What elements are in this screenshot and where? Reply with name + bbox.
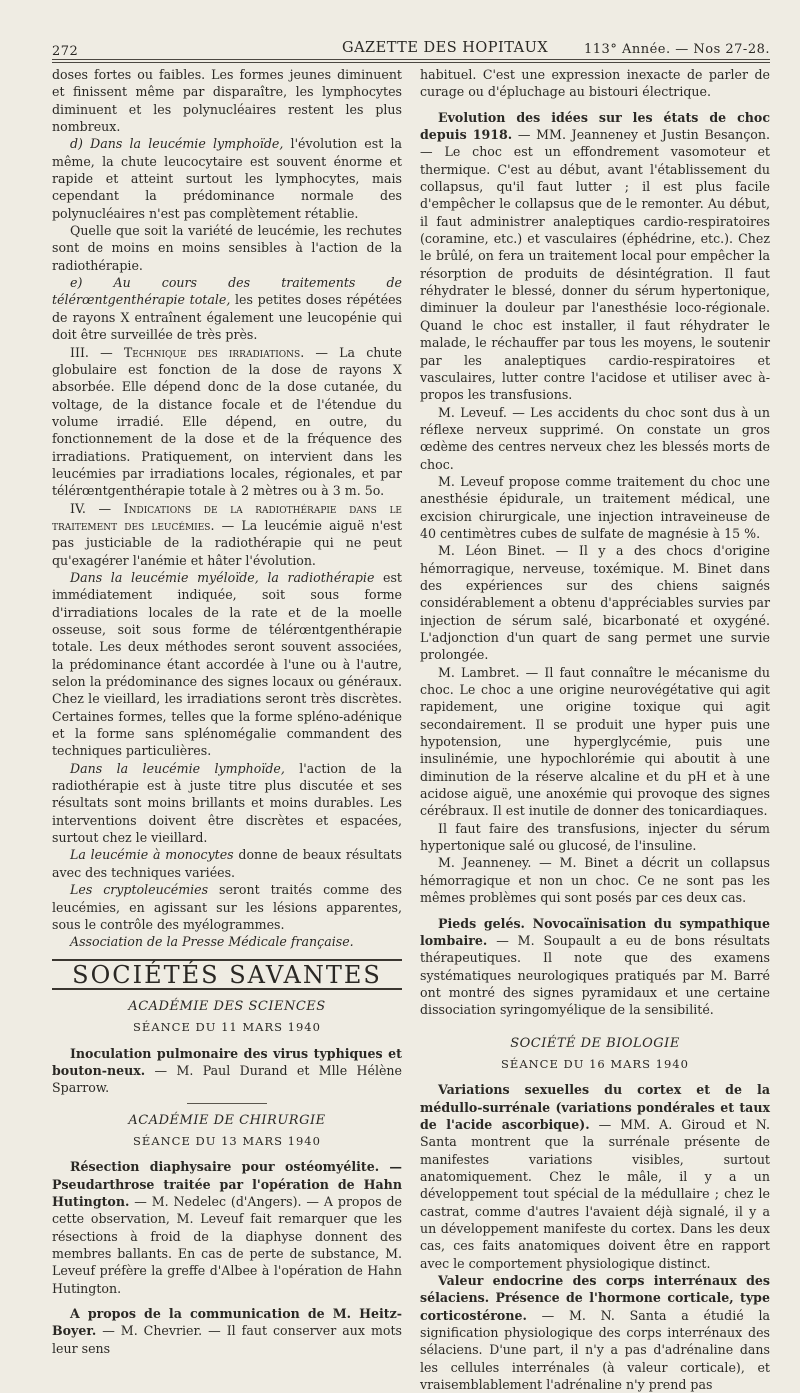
paragraph-lead: Valeur endocrine des corps interrénaux des sélaciens. Présence de l'hormone corticale, type corticostérone.	[420, 1273, 770, 1323]
spacer	[420, 101, 770, 109]
paragraph: Il faut faire des transfusions, injecter du sérum hypertonique salé ou glucosé, de l'insuline.	[420, 820, 770, 854]
paragraph-lead: III. — Technique des irradiations.	[70, 344, 305, 360]
session-date: SÉANCE DU 11 MARS 1940	[133, 1020, 321, 1035]
paragraph: habituel. C'est une expression inexacte de parler de curage ou d'épluchage au bistouri électrique.	[420, 67, 770, 100]
paragraph: M. Leveuf. — Les accidents du choc sont dus à un réflexe nerveux supprimé. On constate un gros œdème des centres nerveux chez les blessés morts de choc.	[420, 404, 770, 472]
paragraph-text: — M. Nedelec (d'Angers). — A propos de cette observation, M. Leveuf fait remarquer que les résections à froid de la diaphyse donnent des membres ballants. En cas de perte de substance, M. Leveuf préfère la greffe d'Albee à l'opération de Hahn Hutington.	[52, 1193, 402, 1296]
paragraph: M. Jeanneney. — M. Binet a décrit un collapsus hémorragique et non un choc. Ce ne sont pas les mêmes problèmes qui sont posés par ces deux cas.	[420, 855, 770, 906]
paragraph: M. Leveuf propose comme traitement du choc une anesthésie épidurale, un traitement médical, une excision chirurgicale, une injection intraveineuse de 40 centimètres cubes de sulfate de magnésie à 15 %.	[420, 473, 770, 541]
paragraph-text: l'évolution est la même, la chute leucocytaire est souvent énorme et rapide et atteint surtout les lymphocytes, mais cependant la prédominance normale des polynucléaires n'est pas complètement rétablie.	[52, 136, 402, 221]
session-date: SÉANCE DU 16 MARS 1940	[501, 1056, 689, 1071]
paragraph-lead: Evolution des idées sur les états de choc depuis 1918.	[420, 109, 770, 143]
paragraph: M. Lambret. — Il faut connaître le mécanisme du choc. Le choc a une origine neurovégétative qui agit rapidement, une origine toxique qui agit secondairement. Il se produit une hyper puis une hypotension, une hyperglycémie, puis une insulinémie, une hypochlorémie qui aboutit à une diminution de la réserve alcaline et du pH et à une acidose aiguë, une anoxémie qui provoque des signes cérébraux. Il est inutile de donner des tonicardiaques.	[420, 664, 770, 819]
paragraph-lead: La leucémie à monocytes	[70, 847, 234, 863]
paragraph	[52, 846, 402, 881]
header-rule	[52, 59, 770, 60]
paragraph	[52, 760, 402, 847]
paragraph-lead: Les cryptoleucémies	[70, 882, 209, 898]
paragraph-lead: Dans la leucémie lymphoïde,	[70, 760, 285, 776]
paragraph	[420, 109, 770, 404]
paragraph-text: — MM. Jeanneney et Justin Besançon. — Le choc est un effondrement vasomoteur et thermique. C'est au début, avant l'établissement du collapsus, qu'il faut lutter ; il est plus facile d'empêcher le collapsus que de le remonter. Au début, il faut administrer analeptiques cardio-respiratoires (coramine, etc.) et vasculaires (éphédrine, etc.). Chez le brûlé, on fera un traitement local pour empêcher la résorption de produits de désintégration. Il faut réhydrater le blessé, donner du sérum hypertonique, diminuer la douleur par l'anesthésie loco-régionale. Quand le choc est installer, il faut réhydrater le malade, le réchauffer par tous les moyens, le soutenir par les analeptiques cardio-respiratoires et vasculaires, lutter contre l'acidose et utiliser avec à-propos les transfusions.	[420, 127, 770, 403]
paragraph	[420, 915, 770, 1019]
left-column	[52, 66, 402, 1357]
paragraph	[420, 1272, 770, 1393]
journal-title: GAZETTE DES HOPITAUX	[342, 40, 549, 56]
paragraph: M. Léon Binet. — Il y a des chocs d'origine hémorragique, nerveuse, toxémique. M. Binet dans des expériences sur des chiens saignés considérablement a obtenu d'appréciables survies par injection de sérum salé, bicarbonaté et oxygéné. L'adjonction d'un quart de sang permet une survie prolongée.	[420, 543, 770, 663]
paragraph-text: seront traités comme des leucémies, en agissant sur les lésions apparentes, sous le contrôle des myélogrammes.	[52, 882, 402, 932]
paragraph	[52, 274, 402, 343]
paragraph-text: les petites doses répétées de rayons X entraînent également une leucopénie qui doit être surveillée de très près.	[52, 292, 402, 343]
paragraph-text: — M. Soupault a eu de bons résultats thérapeutiques. Il note que des examens systématiques neurologiques pratiqués par M. Barré ont montré des signes pyramidaux et une certaine dissociation syringomyélique de la sensibilité.	[420, 932, 770, 1018]
spacer	[420, 907, 770, 915]
paragraph	[52, 881, 402, 933]
paragraph-lead: Variations sexuelles du cortex et de la médullo-surrénale (variations pondérales et taux de l'acide ascorbique).	[420, 1082, 770, 1132]
paragraph	[420, 1081, 770, 1272]
spacer	[420, 1019, 770, 1027]
society-heading: SOCIÉTÉ DE BIOLOGIE	[510, 1035, 680, 1051]
header-rule-2	[52, 62, 770, 63]
page-number: 272	[52, 44, 79, 59]
section-title: SOCIÉTÉS SAVANTES	[52, 959, 402, 990]
paragraph	[52, 1045, 402, 1097]
right-column	[420, 66, 770, 1393]
paragraph-text: — M. Paul Durand et Mlle Hélène Sparrow.	[52, 1062, 402, 1096]
paragraph	[52, 569, 402, 760]
paragraph-text: — La leucémie aiguë n'est pas justiciable de la radiothérapie qui ne peut qu'exagérer l'anémie et hâter l'évolution.	[52, 517, 403, 568]
paragraph	[52, 500, 402, 569]
paragraph	[52, 135, 402, 222]
paragraph: doses fortes ou faibles. Les formes jeunes diminuent et finissent même par disparaître, les lymphocytes diminuent et les polynucléaires restent les plus nombreux.	[52, 67, 402, 135]
paragraph-text: donne de beaux résultats avec des techniques variées.	[52, 847, 402, 880]
paragraph-lead: Résection diaphysaire pour ostéomyélite. — Pseudarthrose traitée par l'opération de Hahn Hutington.	[52, 1159, 402, 1209]
paragraph	[52, 344, 402, 500]
paragraph-text: — M. Chevrier. — Il faut conserver aux mots leur sens	[52, 1323, 402, 1356]
society-heading: ACADÉMIE DES SCIENCES	[128, 998, 326, 1014]
paragraph-text: l'action de la radiothérapie est à juste titre plus discutée et ses résultats sont moins brillants et moins durables. Les interventions doivent être discrètes et espacées, surtout chez le vieillard.	[52, 760, 402, 846]
paragraph-lead: Pieds gelés. Novocaïnisation du sympathique lombaire.	[420, 915, 770, 948]
paragraph-lead: Dans la leucémie myéloïde, la radiothérapie	[70, 569, 375, 585]
session-date: SÉANCE DU 13 MARS 1940	[133, 1133, 321, 1148]
society-heading: ACADÉMIE DE CHIRURGIE	[128, 1112, 326, 1128]
separator	[187, 1103, 267, 1104]
paragraph-lead: e) Au cours des traitements de télérœntgenthérapie totale,	[52, 275, 402, 308]
paragraph: Quelle que soit la variété de leucémie, les rechutes sont de moins en moins sensibles à l'action de la radiothérapie.	[52, 223, 402, 273]
paragraph-lead: IV. — Indications de la radiothérapie dans le traitement des leucémies.	[52, 500, 402, 533]
paragraph-lead: Inoculation pulmonaire des virus typhiques et bouton-neux.	[52, 1045, 402, 1078]
paragraph	[52, 1305, 402, 1357]
paragraph-text: — MM. A. Giroud et N. Santa montrent que la surrénale présente de manifestes variations visibles, surtout anatomiquement. Chez le mâle, il y a un développement tout spécial de la médullaire ; chez le castrat, comme d'autres l'avaient déjà signalé, il y a un développement manifeste du cortex. Dans les deux cas, ces faits anatomiques doivent être en rapport avec le comportement physiologique distinct.	[420, 1116, 770, 1271]
association-credit: Association de la Presse Médicale française.	[70, 934, 354, 950]
paragraph-lead: d) Dans la leucémie lymphoïde,	[70, 136, 284, 152]
paragraph	[52, 1158, 402, 1297]
issue-info: 113° Année. — Nos 27-28.	[584, 42, 770, 57]
paragraph-text: — La chute globulaire est fonction de la dose de rayons X absorbée. Elle dépend donc de la dose cutanée, du voltage, de la distance focale et de l'étendue du volume irradié. Elle dépend, en outre, du fonctionnement de la dose et de la fréquence des irradiations. Pratiquement, on intervient dans les leucémies par irradiations locales, régionales, et par télérœntgenthérapie totale à 2 mètres ou à 3 m. 5o.	[52, 344, 402, 499]
paragraph-text: est immédiatement indiquée, soit sous forme d'irradiations locales de la rate et de la moelle osseuse, soit sous forme de télérœntgenthérapie totale. Les deux méthodes seront souvent associées, la prédominance étant accordée à l'une ou à l'autre, selon la prédominance des signes locaux ou généraux. Chez le vieillard, les irradiations seront très discrètes. Certaines formes, telles que la forme spléno-adénique et la forme sans splénomégalie commandent des techniques particulières.	[52, 569, 402, 759]
paragraph-text: — M. N. Santa a étudié la signification physiologique des corps interrénaux des sélaciens. D'une part, il n'y a pas d'adrénaline dans les cellules interrénales (à valeur corticale), et vraisemblablement l'adrénaline n'y prend pas	[420, 1307, 770, 1393]
paragraph-lead: A propos de la communication de M. Heitz-Boyer.	[52, 1306, 402, 1339]
spacer	[52, 1297, 402, 1305]
page-header	[52, 38, 770, 60]
